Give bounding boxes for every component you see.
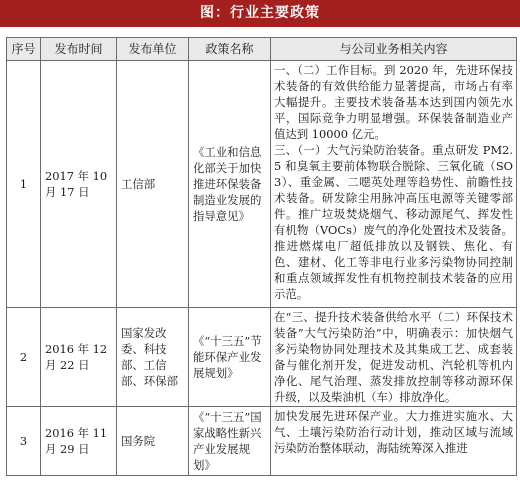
row-content-paragraph: 一、（二）工作目标。到 2020 年，先进环保技术装备的有效供给能力显著提高，市场占有率大幅提升。主要技术装备基本达到国内领先水平，国际竞争力明显增强。环保装备制造业产值达到 10000 亿元。 [274,63,513,141]
table-title: 图：行业主要政策 [200,5,320,21]
row-content-paragraph: 三、（一）大气污染防治装备。重点研发 PM2.5 和臭氧主要前体物联合脱除、三氧化硫（SO3）、重金属、二噁英处理等趋势性、前瞻性技术装备。研发除尘用脉冲高压电源等关键零部件。推广垃圾焚烧烟气、移动源尾气、挥发性有机物（VOCs）废气的净化处置技术及装备。推进燃煤电厂超低排放以及钢铁、焦化、有色、建材、化工等非电行业多污染物协同控制和重点领域挥发性有机物控制技术装备的应用示范。 [274,143,513,301]
row-content-paragraph: 加快发展先进环保产业。大力推进实施水、大气、土壤污染防治行动计划，推动区域与流域污染防治整体联动，海陆统筹深入推进 [274,409,513,455]
table-row [7,61,517,308]
row-content-paragraph: 在“三、提升技术装备供给水平（二）环保技术装备”大气污染防治”中，明确表示：加快烟气多污染物协同处理技术及其集成工艺、成套装备与催化剂开发，促进发动机、汽轮机等机内净化、尾气治理、蒸发排放控制等移动源环保升级，以及柴油机（车）排放净化。 [274,310,513,404]
row-issuer: 工信部 [117,61,189,308]
row-policy: 《“十三五”国家战略性新兴产业发展规划》 [189,407,271,476]
header-content: 与公司业务相关内容 [271,38,517,61]
row-content [271,61,517,308]
row-date: 2016 年 12 月 22 日 [41,308,117,407]
row-issuer: 国家发改委、科技部、工信部、环保部 [117,308,189,407]
table-row [7,407,517,476]
row-index: 1 [7,61,41,308]
header-date: 发布时间 [41,38,117,61]
row-content [271,407,517,476]
table-title-banner [0,0,520,27]
row-policy: 《“十三五”节能环保产业发展规划》 [189,308,271,407]
header-issuer: 发布单位 [117,38,189,61]
header-policy: 政策名称 [189,38,271,61]
row-content [271,308,517,407]
row-index: 2 [7,308,41,407]
table-row [7,308,517,407]
row-date: 2016 年 11 月 29 日 [41,407,117,476]
row-date: 2017 年 10 月 17 日 [41,61,117,308]
row-policy: 《工业和信息化部关于加快推进环保装备制造业发展的指导意见》 [189,61,271,308]
row-issuer: 国务院 [117,407,189,476]
header-index: 序号 [7,38,41,61]
row-index: 3 [7,407,41,476]
policy-table [6,37,517,476]
table-header-row [7,38,517,61]
